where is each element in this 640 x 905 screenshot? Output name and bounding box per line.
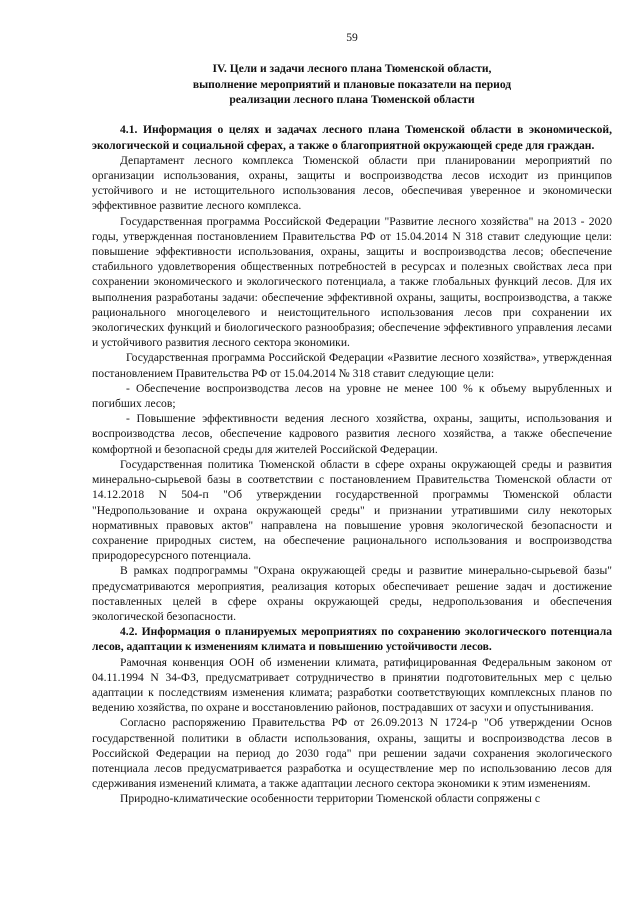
chapter-title-line-2: выполнение мероприятий и плановые показатели на период <box>192 77 512 91</box>
paragraph: Согласно распоряжению Правительства РФ от 26.09.2013 N 1724-р "Об утверждении Основ государственной политики в области использования, охраны, защиты и воспроизводства лесов в Российской Федерации на период до 2030 года" при решении задачи сохранения экологического потенциала лесов предусматривается разработка и осуществление мер по использованию лесов для сдерживания изменений климата, а также адаптации лесного сектора экономики к этим изменениям. <box>92 716 612 791</box>
section-4-1-heading: 4.1. Информация о целях и задачах лесного плана Тюменской области в экономической, экологической и социальной сферах, а также о благоприятной окружающей среде для граждан. <box>92 123 612 152</box>
chapter-title <box>92 61 612 107</box>
list-item: - Повышение эффективности ведения лесного хозяйства, охраны, защиты, использования и воспроизводства лесов, обеспечение кадрового развития лесного хозяйства, а также обеспечение комфортной и безопасной среды для жителей Российской Федерации. <box>92 412 612 456</box>
list-item: - Обеспечение воспроизводства лесов на уровне не менее 100 % к объему вырубленных и погибших лесов; <box>92 381 612 411</box>
chapter-title-line-1: IV. Цели и задачи лесного плана Тюменской области, <box>212 62 492 76</box>
paragraph: Рамочная конвенция ООН об изменении климата, ратифицированная Федеральным законом от 04.11.1994 N 34-ФЗ, предусматривает сотрудничество в принятии подготовительных мер с целью адаптации к последствиям изменения климата; разработки соответствующих комплексных планов по ведению хозяйства, по охране и восстановлению районов, пострадавших от засухи и опустынивания. <box>92 655 612 715</box>
paragraph: Государственная программа Российской Федерации «Развитие лесного хозяйства», утвержденная постановлением Правительства РФ от 15.04.2014 № 318 ставит следующие цели: <box>92 351 612 380</box>
section-4-2-heading: 4.2. Информация о планируемых мероприятиях по сохранению экологического потенциала лесов, адаптации к изменениям климата и повышению устойчивости лесов. <box>92 625 612 654</box>
paragraph: Природно-климатические особенности территории Тюменской области сопряжены с <box>120 792 541 806</box>
paragraph: В рамках подпрограммы "Охрана окружающей среды и развитие минерально-сырьевой базы" предусматриваются мероприятия, реализация которых обеспечивает решение задач и достижение поставленных целей в сфере охраны окружающей среды, недропользования и обеспечения экологической безопасности. <box>92 564 612 623</box>
paragraph: Департамент лесного комплекса Тюменской области при планировании мероприятий по организации использования, охраны, защиты и воспроизводства лесов исходит из принципов устойчивого и не истощительного использования лесов, обеспечивая уверенное и экономически эффективное развитие лесного комплекса. <box>92 153 612 213</box>
paragraph: Государственная программа Российской Федерации "Развитие лесного хозяйства" на 2013 - 2020 годы, утвержденная постановлением Правительства РФ от 15.04.2014 N 318 ставит следующие цели: повышение эффективности использования, охраны, защиты и воспроизводства лесов; обеспечение стабильного удовлетворения общественных потребностей в ресурсах и полезных свойствах леса при сохранении экономического и экологического потенциала, а также глобальных функций лесов. Для их выполнения разработаны задачи: обеспечение эффективной охраны, защиты, воспроизводства, а также рационального многоцелевого и неистощительного использования лесов при сохранении их экологических функций и биологического разнообразия; обеспечение эффективного управления лесами и устойчивого развития лесного сектора экономики. <box>92 214 612 350</box>
chapter-title-line-3: реализации лесного плана Тюменской области <box>229 93 475 107</box>
paragraph: Государственная политика Тюменской области в сфере охраны окружающей среды и развития минерально-сырьевой базы в соответствии с постановлением Правительства Тюменской области от 14.12.2018 N 504-п "Об утверждении государственной программы Тюменской области "Недропользование и охрана окружающей среды" и признании утратившими силу некоторых нормативных правовых актов" направлена на повышение уровня экологической безопасности и сохранение природных систем, на обеспечение рационального использования и воспроизводства природоресурсного потенциала. <box>92 457 612 563</box>
page-number: 59 <box>346 31 358 44</box>
